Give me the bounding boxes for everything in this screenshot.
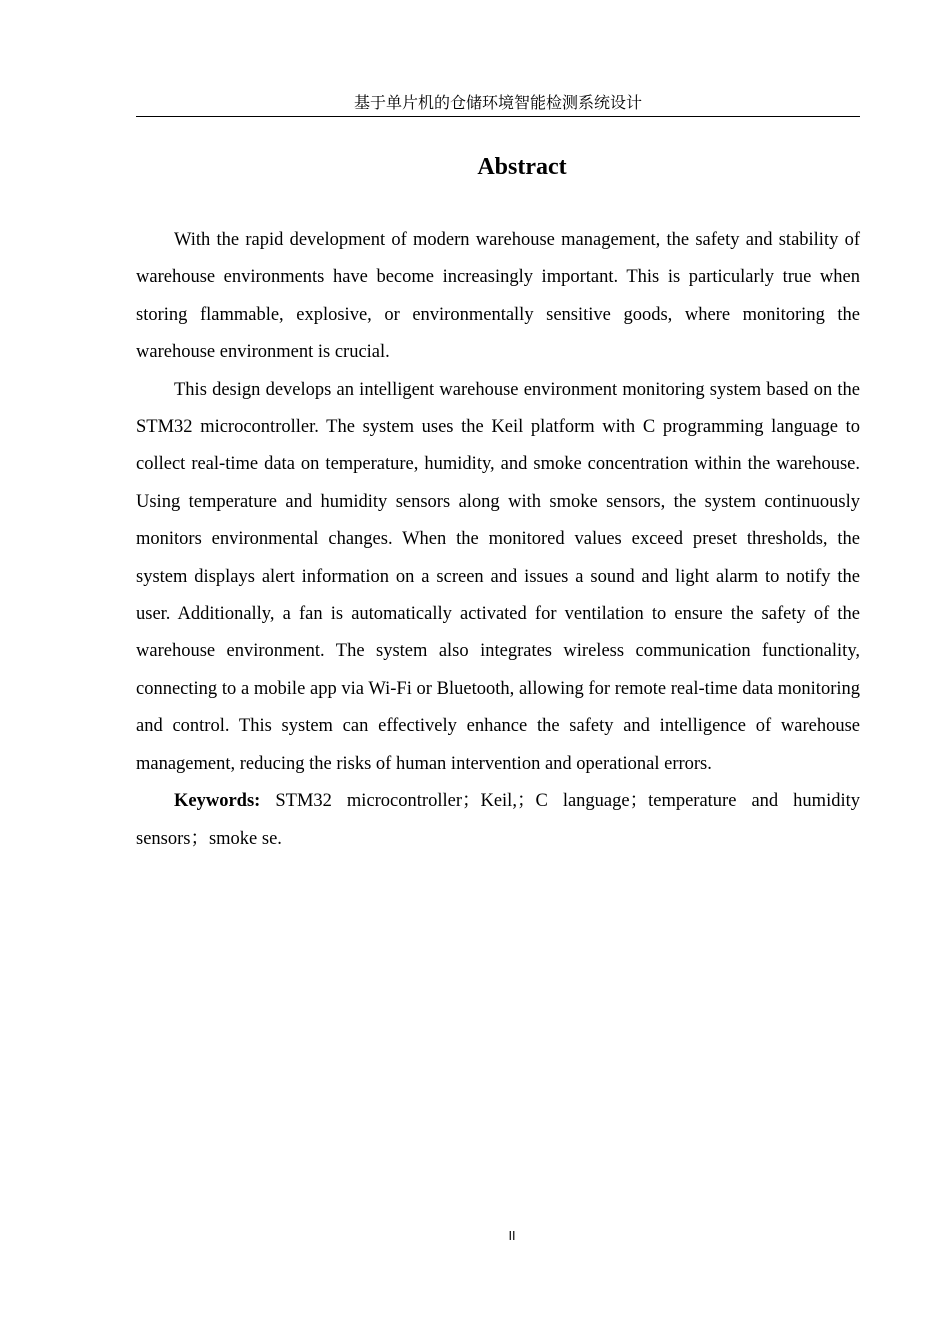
abstract-paragraph-1: With the rapid development of modern warehouse management, the safety and stability of warehouse environments have become increasingly important. This is particularly true when storing flammable, explosive, or environmentally sensitive goods, where monitoring the warehouse environment is crucial. [136, 230, 860, 363]
abstract-heading: Abstract [477, 154, 567, 180]
abstract-paragraph-2: This design develops an intelligent warehouse environment monitoring system based on the STM32 microcontroller. The system uses the Keil platform with C programming language to collect real-time data on temperature, humidity, and smoke concentration within the warehouse. Using temperature and humidity sensors along with smoke sensors, the system continuously monitors environmental changes. When the monitored values exceed preset thresholds, the system displays alert information on a screen and issues a sound and light alarm to notify the user. Additionally, a fan is automatically activated for ventilation to ensure the safety of the warehouse environment. The system also integrates wireless communication functionality, connecting to a mobile app via Wi-Fi or Bluetooth, allowing for remote real-time data monitoring and control. This system can effectively enhance the safety and intelligence of warehouse management, reducing the risks of human intervention and operational errors. [136, 379, 860, 774]
keywords-text: STM32 microcontroller；Keil,；C language；temperature and humidity sensors；smoke se. [136, 791, 860, 849]
abstract-body [136, 222, 860, 858]
running-header: 基于单片机的仓储环境智能检测系统设计 [136, 90, 860, 117]
page-number: II [508, 1229, 516, 1243]
keywords-label: Keywords: [174, 791, 261, 812]
keywords-paragraph [136, 783, 860, 858]
